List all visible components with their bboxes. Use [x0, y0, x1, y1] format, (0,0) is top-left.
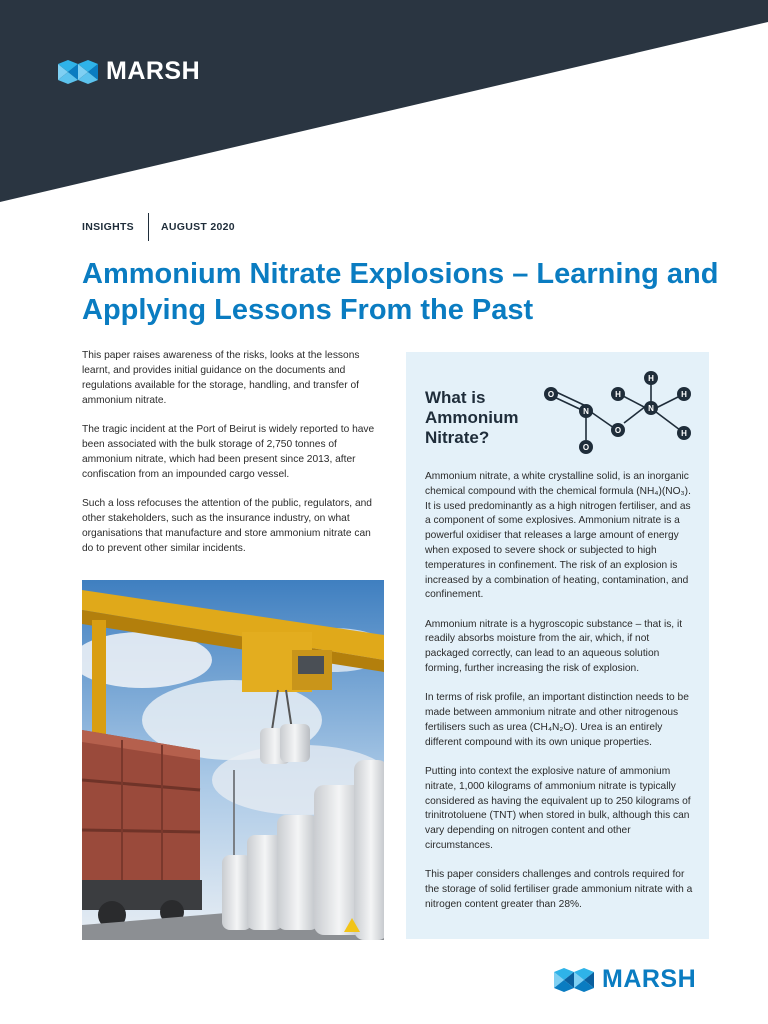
atom-oxygen-label: O [614, 426, 622, 435]
sidebar-body [425, 470, 695, 927]
marsh-logo-mark-icon [58, 60, 98, 84]
atom-hydrogen-label: H [681, 390, 687, 399]
atom-nitrogen-label: N [648, 404, 654, 413]
atom-hydrogen-label: H [615, 390, 621, 399]
intro-paragraph: Such a loss refocuses the attention of the public, regulators, and other stakeholders, such as the insurance industry, on what organisations that manufacture and store ammonium nitrate can do to prevent other similar incidents. [82, 498, 372, 554]
intro-paragraph: This paper raises awareness of the risks, looks at the lessons learnt, and provides initial guidance on the documents and regulations available for the storage, handling, and transfer of ammonium nitrate. [82, 350, 360, 406]
ammonium-nitrate-molecule-icon [536, 370, 706, 480]
publication-date: AUGUST 2020 [161, 221, 235, 233]
port-storage-photo [82, 580, 384, 940]
sidebar-paragraph: Ammonium nitrate is a hygroscopic substance – that is, it readily absorbs moisture from the air, which, if not packaged correctly, can lead to an aqueous solution forming, further increasing the risk of explosion. [425, 618, 683, 675]
sidebar-paragraph: Ammonium nitrate, a white crystalline solid, is an inorganic chemical compound with the chemical formula (NH₄)(NO₃). It is used predominantly as a high nitrogen fertiliser, and as a component of some explosives. Ammonium nitrate is a powerful oxidiser that releases a large amount of energy when exposed to severe shock or subjected to high temperatures in confinement. The risk of an explosion is increased by a combination of heating, contamination, and confinement. [425, 471, 691, 601]
marsh-logo-text: MARSH [602, 965, 697, 993]
sidebar-paragraph: In terms of risk profile, an important distinction needs to be made between ammonium nitrate and other nitrogenous fertilisers such as urea (CH₄N₂O). Urea is an entirely different compound with its own unique properties. [425, 692, 689, 748]
section-label: INSIGHTS [82, 221, 134, 233]
page-title: Ammonium Nitrate Explosions – Learning and Applying Lessons From the Past [82, 258, 719, 326]
atom-hydrogen-label: H [648, 374, 654, 383]
marsh-logo-mark-icon [554, 968, 594, 992]
article-meta [82, 213, 235, 241]
intro-column [82, 348, 382, 570]
atom-oxygen-label: O [582, 443, 590, 452]
atom-nitrogen-label: N [583, 407, 589, 416]
sidebar-title: What is Ammonium Nitrate? [425, 388, 519, 447]
marsh-logo-text: MARSH [106, 57, 201, 85]
atom-hydrogen-label: H [681, 429, 687, 438]
marsh-logo-header [58, 57, 200, 86]
atom-oxygen-label: O [547, 390, 555, 399]
sidebar-paragraph: Putting into context the explosive nature of ammonium nitrate, 1,000 kilograms of ammonium nitrate is typically considered as having the equivalent up to 250 kilograms of trinitrotoluene (TNT) when stored in bulk, although this can vary depending on nitrogen content and other circumstances. [425, 766, 691, 852]
sidebar-paragraph: This paper considers challenges and controls required for the storage of solid fertiliser grade ammonium nitrate with a nitrogen content greater than 28%. [425, 869, 693, 910]
what-is-sidebar [406, 352, 709, 939]
intro-paragraph: The tragic incident at the Port of Beirut is widely reported to have been associated with the bulk storage of 2,750 tonnes of ammonium nitrate, which had been present since 2013, after confiscation from an impounded cargo vessel. [82, 424, 375, 480]
header-banner [0, 0, 768, 205]
meta-divider [148, 213, 149, 241]
marsh-logo-footer [554, 965, 696, 994]
